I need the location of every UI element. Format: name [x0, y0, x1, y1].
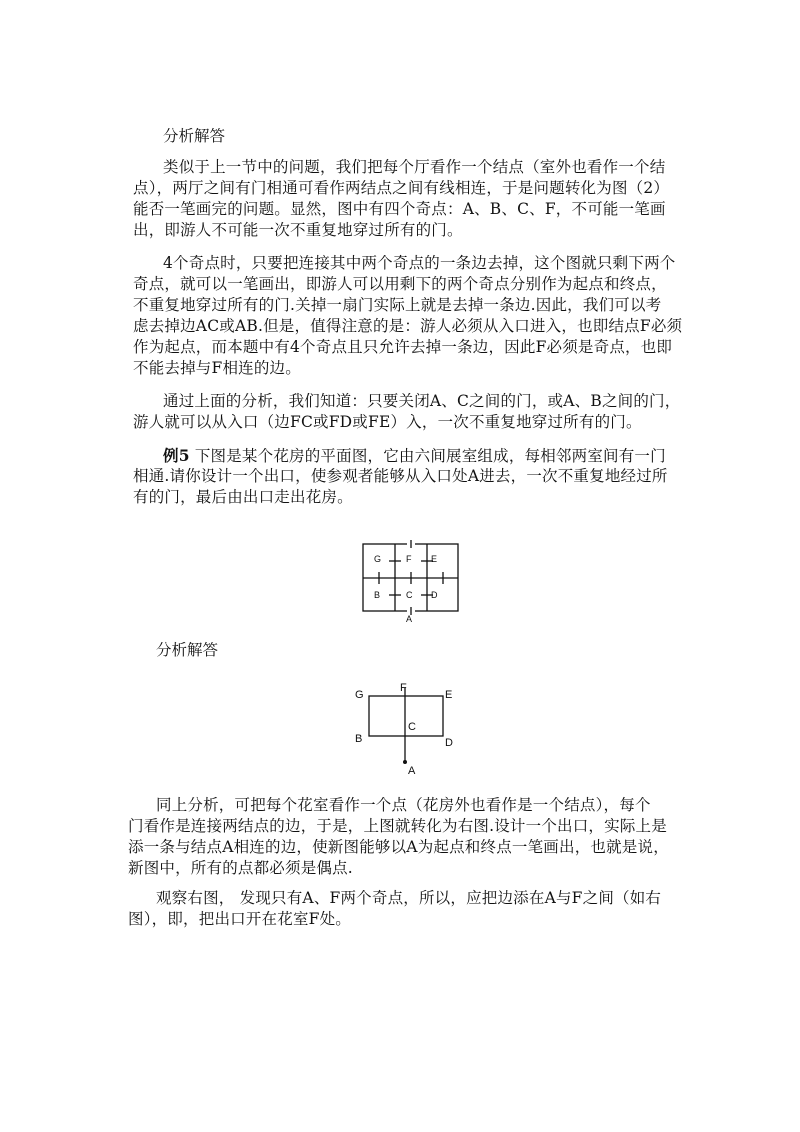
graph-node-a	[403, 760, 407, 764]
paragraph-line: 通过上面的分析，我们知道：只要关闭A、C之间的门，或A、B之间的门，	[163, 392, 681, 410]
graph-label-f: F	[400, 682, 407, 694]
paragraph-line: 作为起点，而本题中有4个奇点且只允许去掉一条边，因此F必须是奇点，也即	[133, 338, 673, 356]
paragraph-line: 同上分析，可把每个花室看作一个点（花房外也看作是一个结点），每个	[156, 796, 651, 814]
paragraph-line: 奇点，就可以一笔画出，即游人可以用剩下的两个奇点分别作为起点和终点，	[133, 275, 667, 293]
section-heading: 分析解答	[163, 127, 226, 145]
paragraph-line: 不重复地穿过所有的门.关掉一扇门实际上就是去掉一条边.因此，我们可以考	[133, 296, 662, 314]
paragraph-line: 门看作是连接两结点的边，于是，上图就转化为右图.设计一个出口，实际上是	[128, 817, 667, 835]
graph-label-c: C	[408, 721, 416, 733]
paragraph-line: 新图中，所有的点都必须是偶点.	[128, 859, 353, 877]
graph-label-b: B	[355, 733, 363, 745]
example-label: 例5	[163, 446, 190, 465]
paragraph-line: 虑去掉边AC或AB.但是，值得注意的是：游人必须从入口进入，也即结点F必须	[133, 317, 683, 335]
graph-rectangle	[369, 696, 443, 736]
floorplan-label-b: B	[374, 590, 381, 600]
example-line	[163, 445, 666, 467]
example-line: 有的门，最后由出口走出花房。	[133, 488, 353, 506]
paragraph-line: 类似于上一节中的问题，我们把每个厅看作一个结点（室外也看作一个结	[163, 158, 666, 176]
paragraph-line: 观察右图， 发现只有A、F两个奇点，所以，应把边添在A与F之间（如右	[156, 889, 662, 907]
floorplan-diagram	[355, 540, 465, 625]
graph-label-e: E	[445, 689, 453, 701]
paragraph-line: 点），两厅之间有门相通可看作两结点之间有线相连，于是问题转化为图（2）	[133, 179, 670, 197]
floorplan-label-c: C	[406, 590, 413, 600]
floorplan-label-e: E	[431, 554, 438, 564]
example-line: 相通.请你设计一个出口，使参观者能够从入口处A进去，一次不重复地经过所	[133, 467, 668, 485]
paragraph-line: 添一条与结点A相连的边，使新图能够以A为起点和终点一笔画出，也就是说，	[128, 838, 669, 856]
graph-label-d: D	[445, 737, 453, 749]
example-text: 下图是某个花房的平面图，它由六间展室组成，每相邻两室间有一门	[194, 447, 666, 465]
graph-diagram	[345, 678, 465, 778]
paragraph-line: 出，即游人不可能一次不重复地穿过所有的门。	[133, 221, 463, 239]
floorplan-label-a: A	[406, 614, 413, 624]
graph-label-g: G	[355, 689, 364, 701]
graph-label-a: A	[408, 765, 416, 777]
floorplan-label-g: G	[374, 554, 382, 564]
section-heading: 分析解答	[156, 641, 219, 659]
paragraph-line: 游人就可以从入口（边FC或FD或FE）入，一次不重复地穿过所有的门。	[133, 413, 642, 431]
floorplan-label-d: D	[431, 590, 438, 600]
paragraph-line: 4个奇点时，只要把连接其中两个奇点的一条边去掉，这个图就只剩下两个	[163, 254, 676, 272]
paragraph-line: 图），即，把出口开在花室F处。	[128, 910, 352, 928]
floorplan-label-f: F	[406, 554, 412, 564]
paragraph-line: 不能去掉与F相连的边。	[133, 359, 301, 377]
paragraph-line: 能否一笔画完的问题。显然，图中有四个奇点：A、B、C、F，不可能一笔画	[133, 200, 666, 218]
